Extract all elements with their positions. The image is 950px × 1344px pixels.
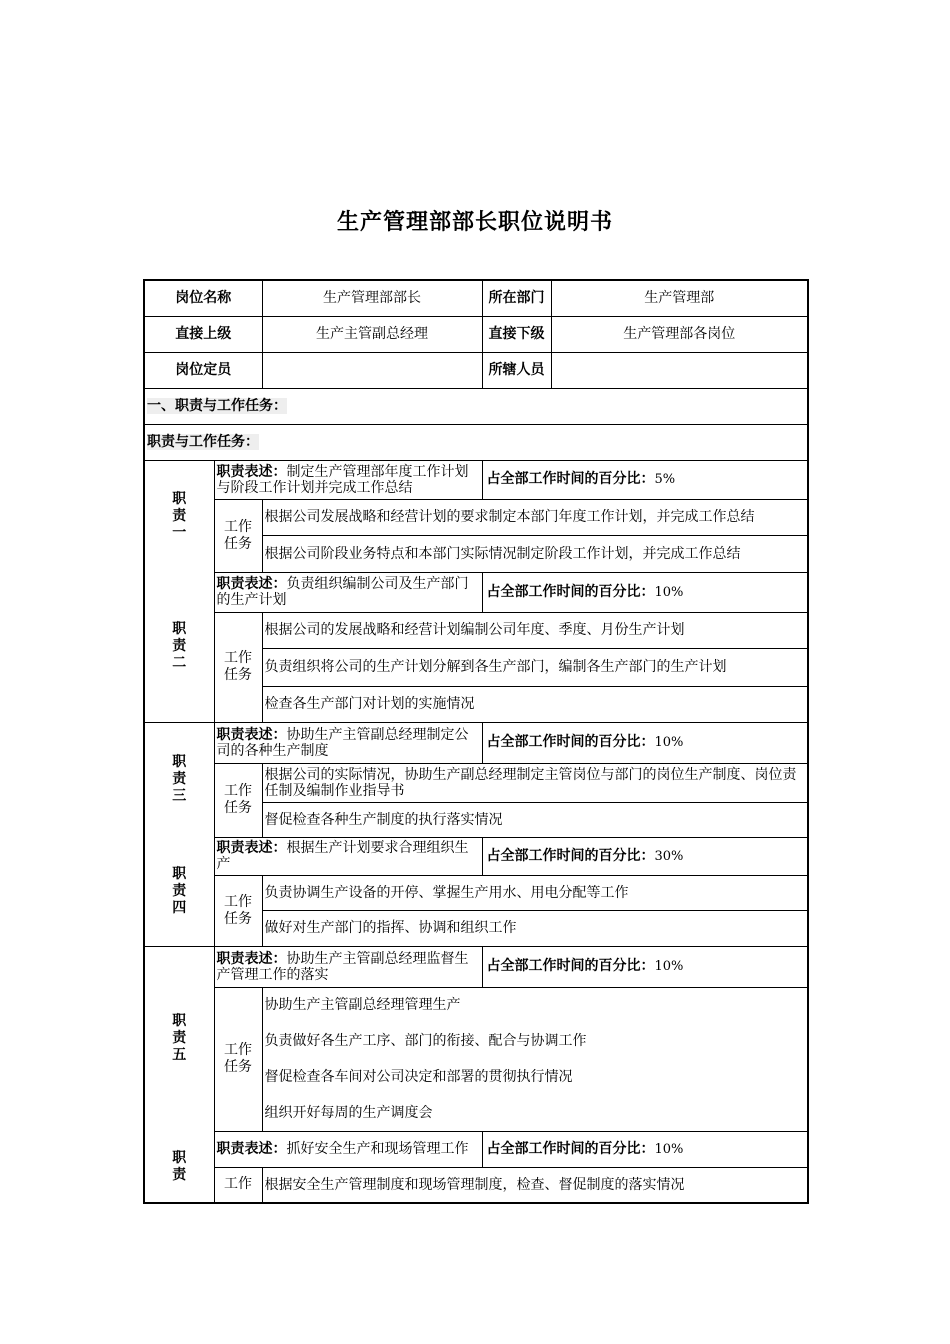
duty-2-task-label: 工作 任务 — [214, 612, 262, 722]
section-row — [144, 388, 808, 424]
duty-1-task-1: 根据公司发展战略和经营计划的要求制定本部门年度工作计划，并完成工作总结 — [262, 499, 808, 535]
duty-2-task-3: 检查各生产部门对计划的实施情况 — [262, 686, 808, 722]
duty-4-task-1: 负责协调生产设备的开停、掌握生产用水、用电分配等工作 — [262, 875, 808, 910]
position-name-label: 岗位名称 — [144, 280, 262, 316]
duty-4-desc-row — [144, 837, 808, 875]
duty-3-task-1: 根据公司的实际情况，协助生产副总经理制定主管岗位与部门的岗位生产制度、岗位责任制及编制作业指导书 — [262, 763, 808, 802]
duty-6-label: 职 责 — [144, 1131, 214, 1203]
subordinate-value: 生产管理部各岗位 — [551, 316, 808, 352]
duty-6-task-row-1 — [144, 1167, 808, 1203]
department-value: 生产管理部 — [551, 280, 808, 316]
duty-3-task-label: 工作 任务 — [214, 763, 262, 837]
duty-3-task-2: 督促检查各种生产制度的执行落实情况 — [262, 802, 808, 837]
duty-5-desc-row — [144, 946, 808, 987]
duty-3-description: 职责表述：协助生产主管副总经理制定公司的各种生产制度 — [214, 722, 482, 763]
jurisdiction-value — [551, 352, 808, 388]
duty-4-task-row-1 — [144, 875, 808, 910]
duty-2-task-row-1 — [144, 612, 808, 648]
header-row-2 — [144, 316, 808, 352]
duty-3-desc-row — [144, 722, 808, 763]
duty-4-task-2: 做好对生产部门的指挥、协调和组织工作 — [262, 910, 808, 946]
duty-4-percentage: 占全部工作时间的百分比：30% — [482, 837, 808, 875]
jurisdiction-label: 所辖人员 — [482, 352, 551, 388]
subsection-row — [144, 424, 808, 460]
duty-5-label: 职 责 五 — [144, 946, 214, 1131]
duty-3-label: 职 责 三 — [144, 722, 214, 837]
position-name-value: 生产管理部部长 — [262, 280, 482, 316]
duty-5-task-1: 协助生产主管副总经理管理生产 — [262, 987, 808, 1023]
headcount-label: 岗位定员 — [144, 352, 262, 388]
headcount-value — [262, 352, 482, 388]
superior-label: 直接上级 — [144, 316, 262, 352]
header-row-3 — [144, 352, 808, 388]
duty-1-task-2: 根据公司阶段业务特点和本部门实际情况制定阶段工作计划，并完成工作总结 — [262, 535, 808, 572]
duty-5-task-row-1 — [144, 987, 808, 1023]
header-row-1 — [144, 280, 808, 316]
duty-2-label: 职 责 二 — [144, 572, 214, 722]
duty-2-task-1: 根据公司的发展战略和经营计划编制公司年度、季度、月份生产计划 — [262, 612, 808, 648]
duty-2-desc-row — [144, 572, 808, 612]
job-description-table — [143, 279, 809, 1204]
document-title: 生产管理部部长职位说明书 — [336, 210, 613, 235]
department-label: 所在部门 — [482, 280, 551, 316]
superior-value: 生产主管副总经理 — [262, 316, 482, 352]
duty-1-task-row-1 — [144, 499, 808, 535]
duty-3-percentage: 占全部工作时间的百分比：10% — [482, 722, 808, 763]
section-heading: 一、职责与工作任务： — [144, 388, 808, 424]
duty-6-task-1: 根据安全生产管理制度和现场管理制度，检查、督促制度的落实情况 — [262, 1167, 808, 1203]
duty-4-task-label: 工作 任务 — [214, 875, 262, 946]
duty-1-description: 职责表述：制定生产管理部年度工作计划与阶段工作计划并完成工作总结 — [214, 460, 482, 499]
duty-5-task-label: 工作 任务 — [214, 987, 262, 1131]
duty-4-description: 职责表述：根据生产计划要求合理组织生产 — [214, 837, 482, 875]
duty-1-percentage: 占全部工作时间的百分比：5% — [482, 460, 808, 499]
duty-1-label: 职 责 一 — [144, 460, 214, 572]
duty-2-description: 职责表述：负责组织编制公司及生产部门的生产计划 — [214, 572, 482, 612]
duty-3-task-row-1 — [144, 763, 808, 802]
duty-5-percentage: 占全部工作时间的百分比：10% — [482, 946, 808, 987]
duty-5-task-2: 负责做好各生产工序、部门的衔接、配合与协调工作 — [262, 1023, 808, 1059]
duty-6-percentage: 占全部工作时间的百分比：10% — [482, 1131, 808, 1167]
subsection-heading: 职责与工作任务： — [144, 424, 808, 460]
duty-1-desc-row — [144, 460, 808, 499]
duty-4-label: 职 责 四 — [144, 837, 214, 946]
duty-5-task-4: 组织开好每周的生产调度会 — [262, 1095, 808, 1131]
duty-2-task-2: 负责组织将公司的生产计划分解到各生产部门，编制各生产部门的生产计划 — [262, 648, 808, 686]
subordinate-label: 直接下级 — [482, 316, 551, 352]
duty-6-description: 职责表述：抓好安全生产和现场管理工作 — [214, 1131, 482, 1167]
duty-2-percentage: 占全部工作时间的百分比：10% — [482, 572, 808, 612]
duty-1-task-label: 工作 任务 — [214, 499, 262, 572]
duty-6-task-label: 工作 — [214, 1167, 262, 1203]
duty-5-description: 职责表述：协助生产主管副总经理监督生产管理工作的落实 — [214, 946, 482, 987]
duty-6-desc-row — [144, 1131, 808, 1167]
duty-5-task-3: 督促检查各车间对公司决定和部署的贯彻执行情况 — [262, 1059, 808, 1095]
